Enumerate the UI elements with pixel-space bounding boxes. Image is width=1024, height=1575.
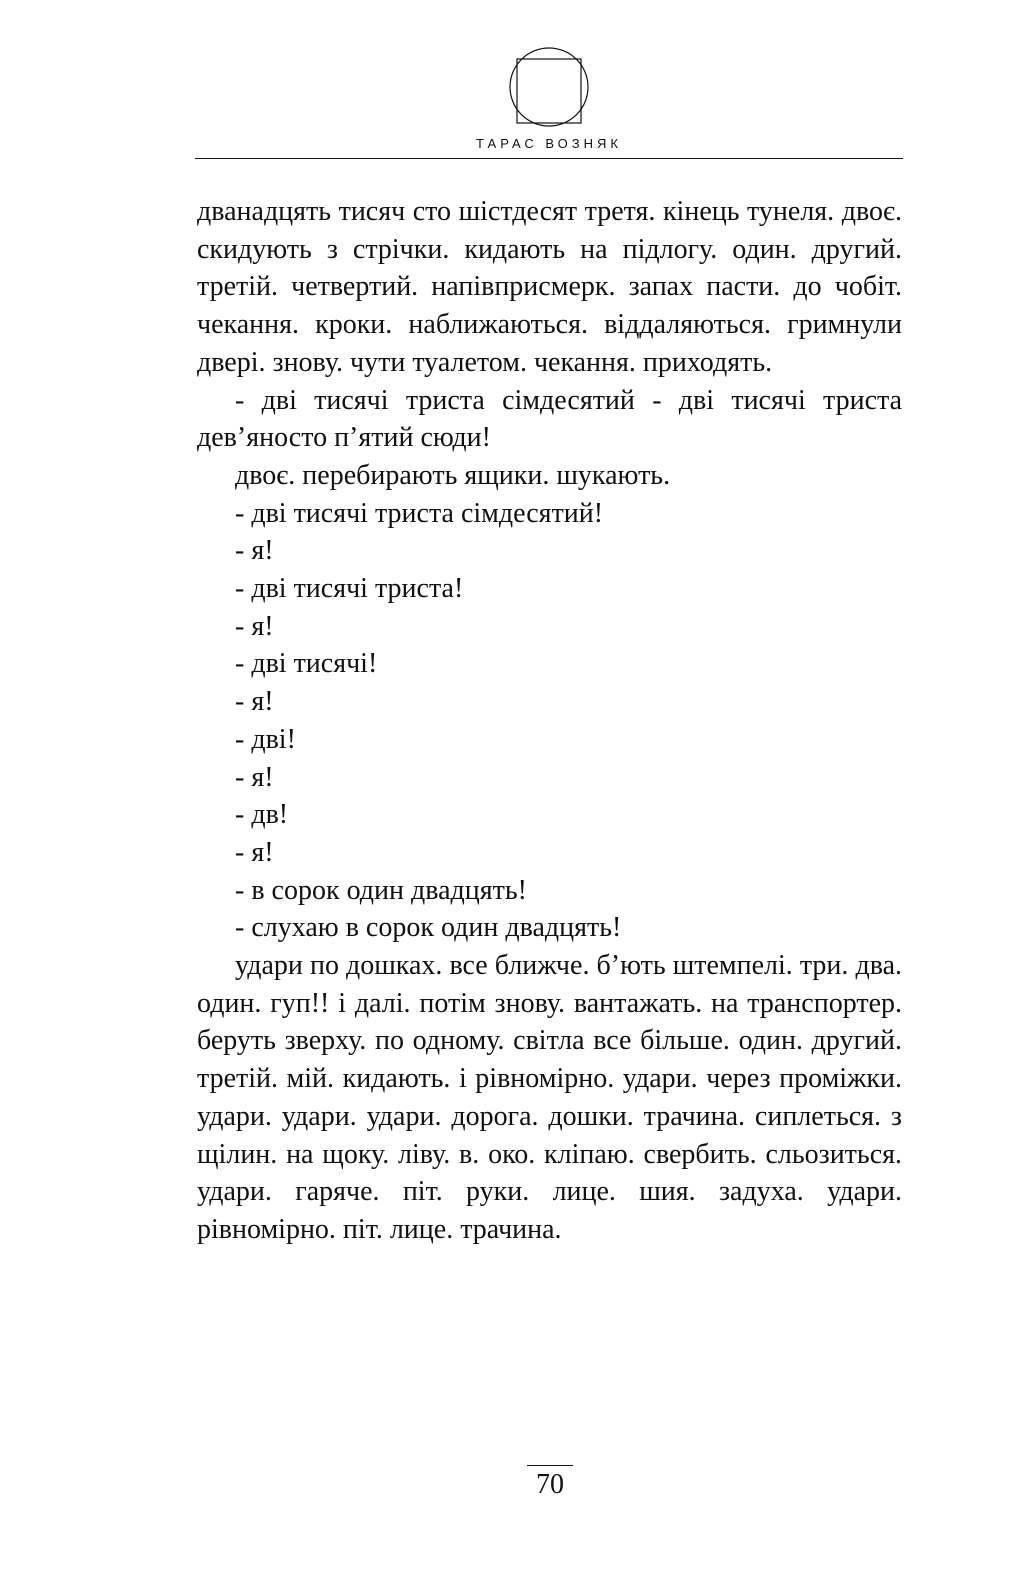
header-divider xyxy=(195,158,903,159)
paragraph: - слухаю в сорок один двадцять! xyxy=(235,912,622,944)
paragraph: - я! xyxy=(235,535,274,567)
paragraph: дванадцять тисяч сто шістдесят третя. кінець тунеля. двоє. скидують з стрічки. кидають на підлогу. один. другий. третій. четвертий. напівприсмерк. запах пасти. до чобіт. чекання. кроки. наближаються. віддаляються. гримнули двері. знову. чути туалетом. чекання. приходять. xyxy=(197,196,902,378)
running-header-author: ТАРАС ВОЗНЯК xyxy=(476,136,622,151)
paragraph: - я! xyxy=(235,836,274,868)
paragraph: двоє. перебирають ящики. шукають. xyxy=(235,459,671,491)
paragraph: - в сорок один двадцять! xyxy=(235,874,527,906)
circle-square-logo-icon xyxy=(508,46,590,128)
paragraph: - дв! xyxy=(235,799,289,831)
paragraph: - дві! xyxy=(235,723,296,755)
paragraph: удари по дошках. все ближче. б’ють штемпелі. три. два. один. гуп!! і далі. потім знову. вантажать. на транспортер. беруть зверху. по одному. світла все більше. один. другий. третій. мій. кидають. і рівномірно. удари. через проміжки. удари. удари. удари. дорога. дошки. трачина. сиплеться. з щілин. на щоку. ліву. в. око. кліпаю. свербить. сльозиться. удари. гаряче. піт. руки. лице. шия. задуха. удари. рівномірно. піт. лице. трачина. xyxy=(197,950,902,1245)
page-number: 70 xyxy=(536,1469,564,1500)
paragraph: - дві тисячі триста сімдесятий! xyxy=(235,497,604,529)
paragraph: - я! xyxy=(235,610,274,642)
paragraph: - я! xyxy=(235,761,274,793)
paragraph: - дві тисячі триста! xyxy=(235,573,464,605)
paragraph: - дві тисячі! xyxy=(235,648,378,680)
page-number-rule xyxy=(527,1465,573,1466)
body-text xyxy=(197,193,902,1249)
paragraph: - дві тисячі триста сімдесятий - дві тисячі триста дев’яносто п’ятий сюди! xyxy=(197,384,902,454)
paragraph: - я! xyxy=(235,686,274,718)
